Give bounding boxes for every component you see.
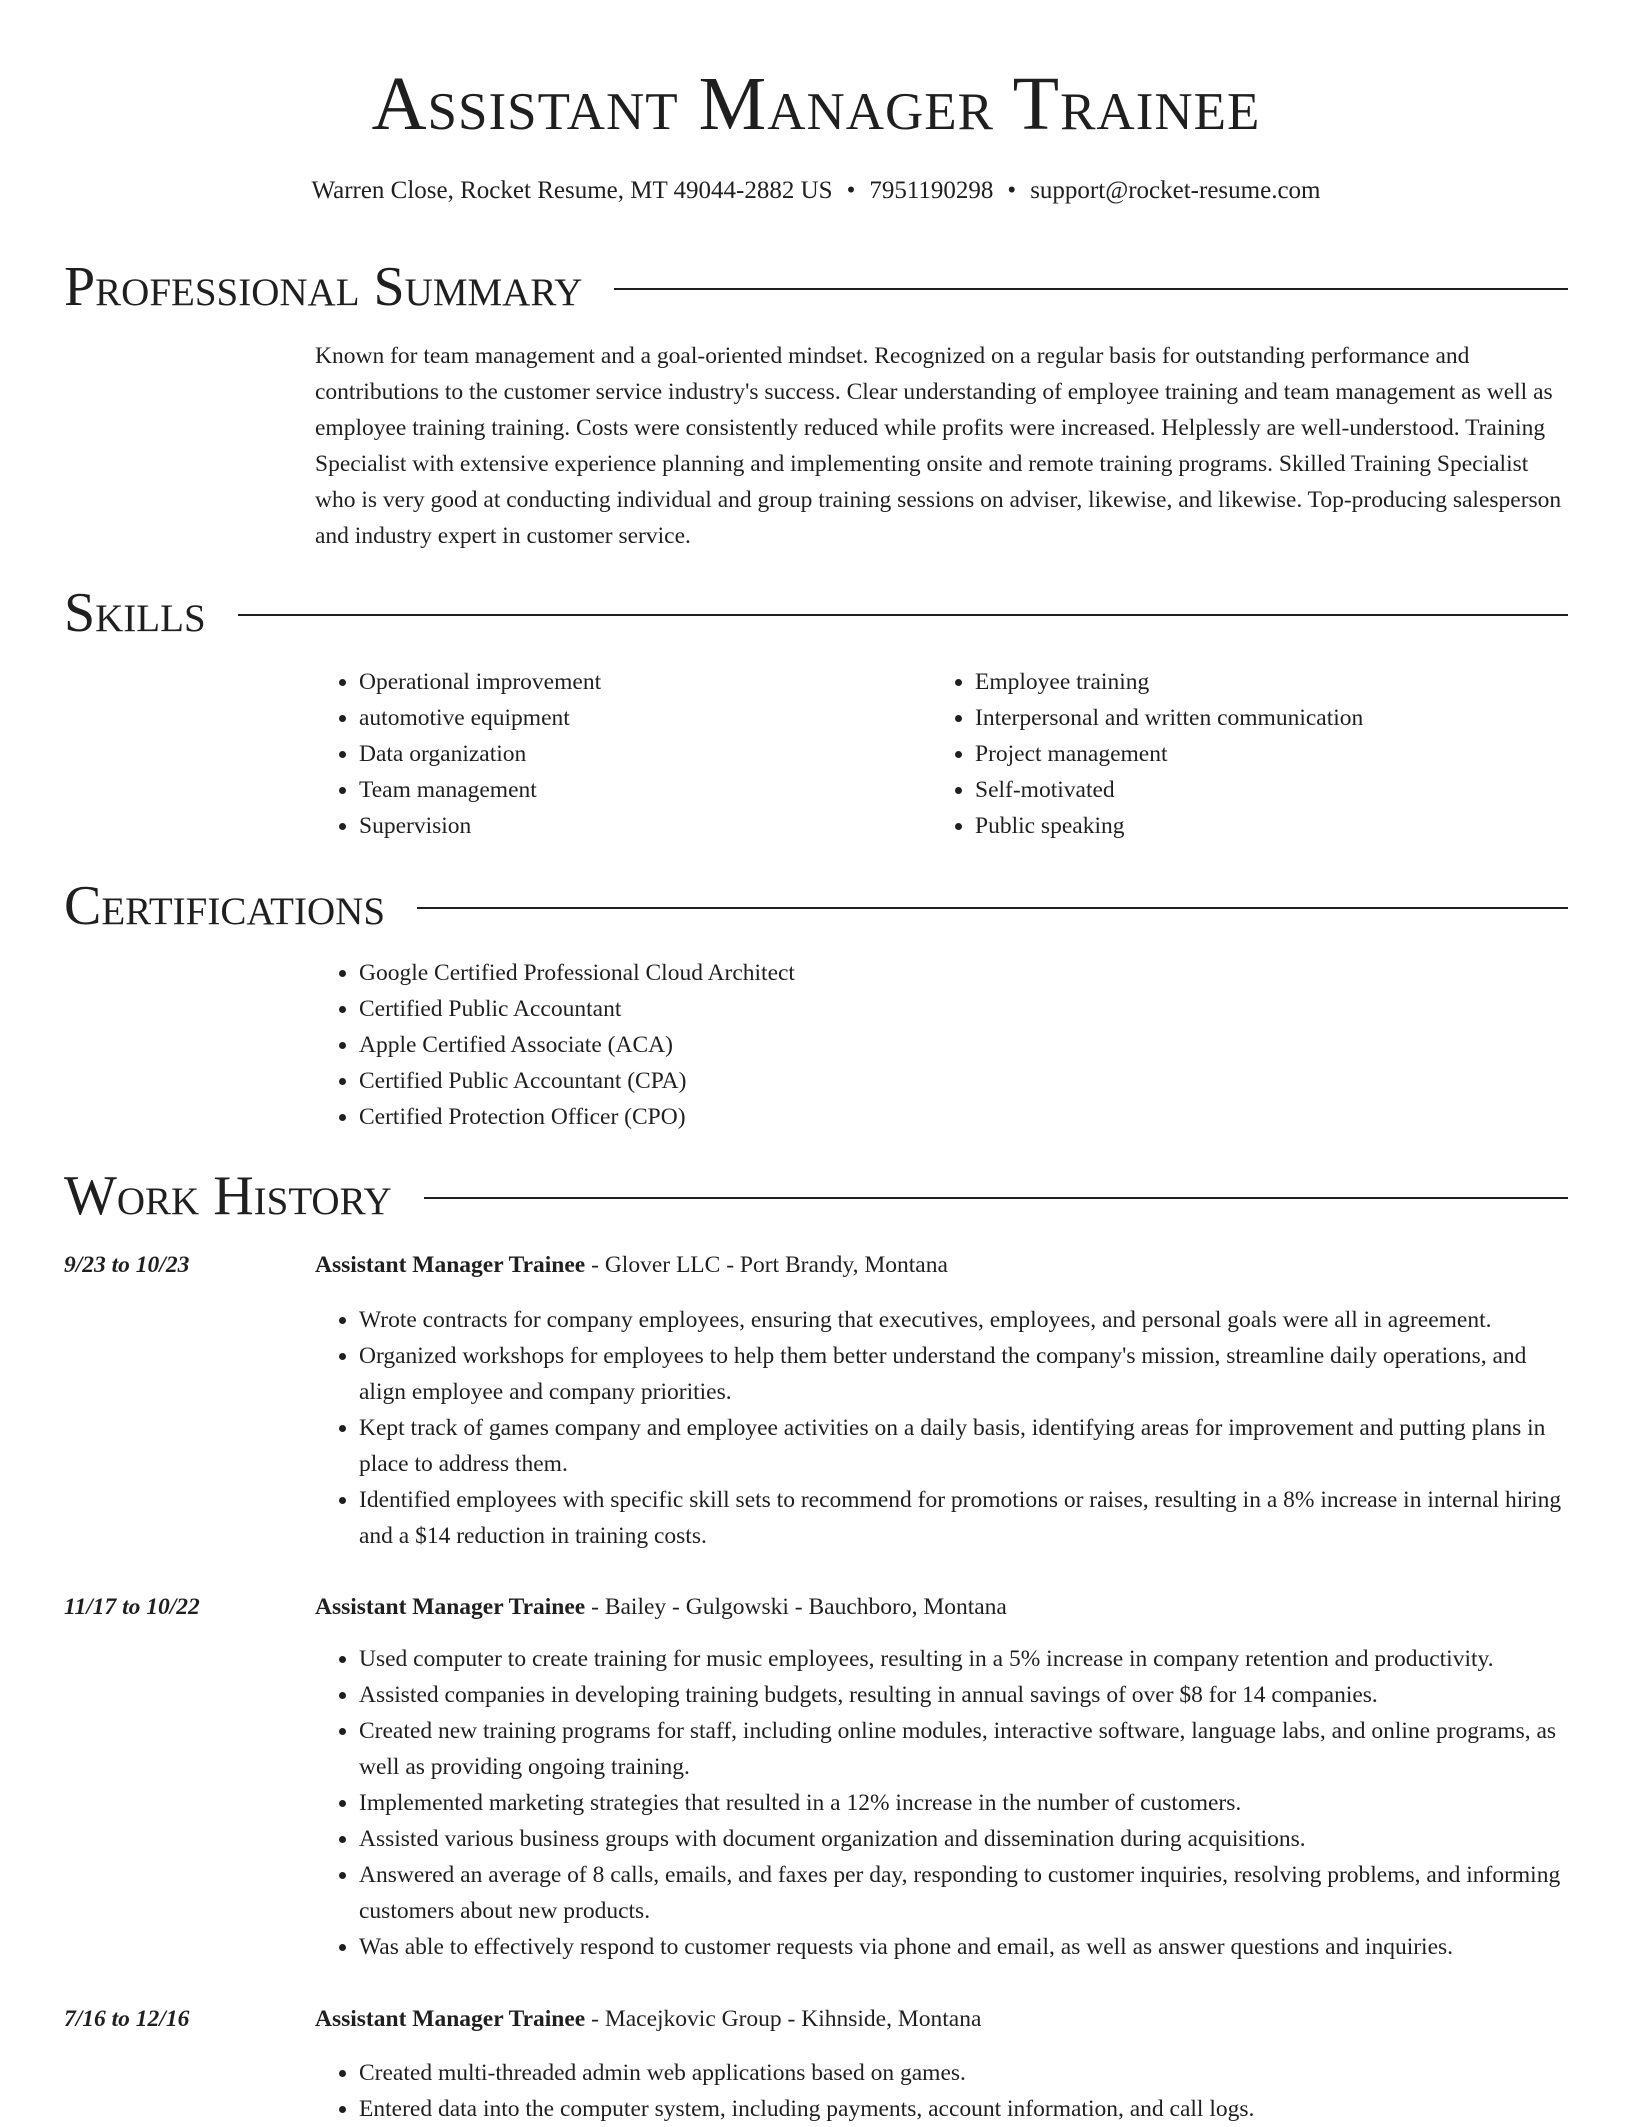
skill-item: • Interpersonal and written communication: [975, 700, 1491, 736]
certification-item: • Apple Certified Associate (ACA): [359, 1027, 1315, 1063]
job-title-line: [315, 1589, 1568, 1625]
skill-item: • Operational improvement: [359, 664, 875, 700]
separator: •: [846, 177, 856, 204]
job-bullets: [315, 1641, 1568, 1965]
address: Warren Close, Rocket Resume, MT 49044-2882 US: [311, 177, 833, 204]
skills-heading: [64, 580, 1568, 646]
job-bullet: • Assisted various business groups with document organization and dissemination during acquisitions.: [359, 1821, 1568, 1857]
skills-list: [315, 664, 875, 844]
job-bullets: [315, 2055, 1568, 2127]
job-bullet-list: [315, 1302, 1568, 1554]
job-bullet: • Used computer to create training for music employees, resulting in a 5% increase in company retention and productivity.: [359, 1641, 1568, 1677]
certifications: [315, 955, 1315, 1135]
job-dates: 7/16 to 12/16: [64, 2006, 190, 2032]
section-divider: [417, 907, 1568, 909]
skill-item: • Data organization: [359, 736, 875, 772]
skill-item: • Employee training: [975, 664, 1491, 700]
skill-item: • Project management: [975, 736, 1491, 772]
job-employer: - Glover LLC - Port Brandy, Montana: [585, 1252, 948, 1278]
certification-item: • Certified Protection Officer (CPO): [359, 1099, 1315, 1135]
skill-item: • Public speaking: [975, 808, 1491, 844]
separator: •: [1007, 177, 1017, 204]
job-bullets: [315, 1302, 1568, 1554]
job-bullet: • Wrote contracts for company employees, ensuring that executives, employees, and personal goals were all in agreement.: [359, 1302, 1568, 1338]
certification-item: • Certified Public Accountant (CPA): [359, 1063, 1315, 1099]
certifications-list: [315, 955, 1315, 1135]
work-history-heading: [64, 1163, 1568, 1229]
skills-column-left: [315, 664, 875, 844]
section-divider: [424, 1197, 1568, 1199]
job-title: Assistant Manager Trainee: [315, 1252, 586, 1278]
section-divider: [614, 288, 1568, 290]
job-title-line: [315, 1247, 1568, 1283]
job-bullet: • Identified employees with specific skill sets to recommend for promotions or raises, resulting in a 8% increase in internal hiring and a $14 reduction in training costs.: [359, 1482, 1568, 1554]
skills-list: [931, 664, 1491, 844]
job-bullet: • Entered data into the computer system, including payments, account information, and call logs.: [359, 2091, 1568, 2127]
summary-text: Known for team management and a goal-oriented mindset. Recognized on a regular basis for outstanding performance and contributions to the customer service industry's success. Clear understanding of employee training and team management as well as employee training training. Costs were consistently reduced while profits were increased. Helplessly are well-understood. Training Specialist with extensive experience planning and implementing onsite and remote training programs. Skilled Training Specialist who is very good at conducting individual and group training sessions on adviser, likewise, and likewise. Top-producing salesperson and industry expert in customer service.: [315, 343, 1562, 549]
phone: 7951190298: [869, 177, 994, 204]
job-employer: - Macejkovic Group - Kihnside, Montana: [585, 2006, 982, 2032]
skill-item: • Team management: [359, 772, 875, 808]
certifications-heading: [64, 873, 1568, 939]
job-bullet: • Created new training programs for staff, including online modules, interactive software, language labs, and online programs, as well as providing ongoing training.: [359, 1713, 1568, 1785]
job-dates: 9/23 to 10/23: [64, 1252, 190, 1278]
skill-item: • Self-motivated: [975, 772, 1491, 808]
job-bullet: • Was able to effectively respond to customer requests via phone and email, as well as answer questions and inquiries.: [359, 1929, 1568, 1965]
job-bullet: • Assisted companies in developing training budgets, resulting in annual savings of over $8 for 14 companies.: [359, 1677, 1568, 1713]
skills-column-right: [931, 664, 1491, 844]
section-title: Certifications: [64, 875, 386, 937]
contact-line: [0, 174, 1632, 208]
section-title: Work History: [64, 1165, 392, 1227]
section-title: Professional Summary: [64, 256, 583, 318]
certification-item: • Google Certified Professional Cloud Architect: [359, 955, 1315, 991]
skill-item: • Supervision: [359, 808, 875, 844]
job-bullet: • Created multi-threaded admin web applications based on games.: [359, 2055, 1568, 2091]
email: support@rocket-resume.com: [1030, 177, 1321, 204]
certification-item: • Certified Public Accountant: [359, 991, 1315, 1027]
job-employer: - Bailey - Gulgowski - Bauchboro, Montana: [585, 1594, 1007, 1620]
job-title: Assistant Manager Trainee: [315, 1594, 586, 1620]
job-bullet: • Implemented marketing strategies that resulted in a 12% increase in the number of customers.: [359, 1785, 1568, 1821]
job-bullet: • Answered an average of 8 calls, emails, and faxes per day, responding to customer inquiries, resolving problems, and informing customers about new products.: [359, 1857, 1568, 1929]
section-title: Skills: [64, 582, 206, 644]
job-bullet-list: [315, 1641, 1568, 1965]
job-title-line: [315, 2001, 1568, 2037]
section-divider: [238, 614, 1568, 616]
job-bullet: • Kept track of games company and employee activities on a daily basis, identifying areas for improvement and putting plans in place to address them.: [359, 1410, 1568, 1482]
job-dates: 11/17 to 10/22: [64, 1594, 200, 1620]
candidate-name: Assistant Manager Trainee: [371, 62, 1261, 146]
summary-heading: [64, 254, 1568, 320]
skill-item: • automotive equipment: [359, 700, 875, 736]
job-title: Assistant Manager Trainee: [315, 2006, 586, 2032]
job-bullet: • Organized workshops for employees to help them better understand the company's mission, streamline daily operations, and align employee and company priorities.: [359, 1338, 1568, 1410]
job-bullet-list: [315, 2055, 1568, 2127]
